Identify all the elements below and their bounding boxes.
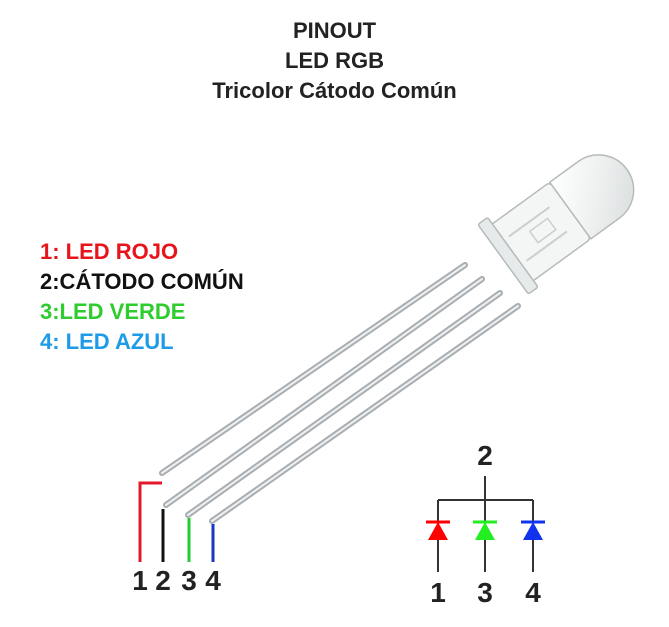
schematic [426,476,545,572]
wire-pin-1 [140,483,162,562]
title-line-3: Tricolor Cátodo Común [212,78,457,103]
led-pin-label-4: 4 [205,565,221,596]
schematic-label-red: 1 [430,577,446,608]
led-leads [162,265,518,521]
led-body [478,135,652,295]
title-line-2: LED RGB [285,48,384,73]
led-pin-label-2: 2 [155,565,171,596]
schematic-label-green: 3 [477,577,493,608]
legend-pin-4: 4: LED AZUL [40,329,174,354]
schematic-common-label: 2 [477,440,493,471]
legend-pin-2: 2:CÁTODO COMÚN [40,269,244,294]
schematic-label-blue: 4 [525,577,541,608]
led-pin-label-3: 3 [181,565,197,596]
led-pin-label-1: 1 [132,565,148,596]
diode-blue [521,522,545,540]
legend-pin-1: 1: LED ROJO [40,239,179,264]
diode-green [473,522,497,540]
diode-red [426,522,450,540]
legend-pin-3: 3:LED VERDE [40,299,186,324]
title-line-1: PINOUT [292,18,377,43]
